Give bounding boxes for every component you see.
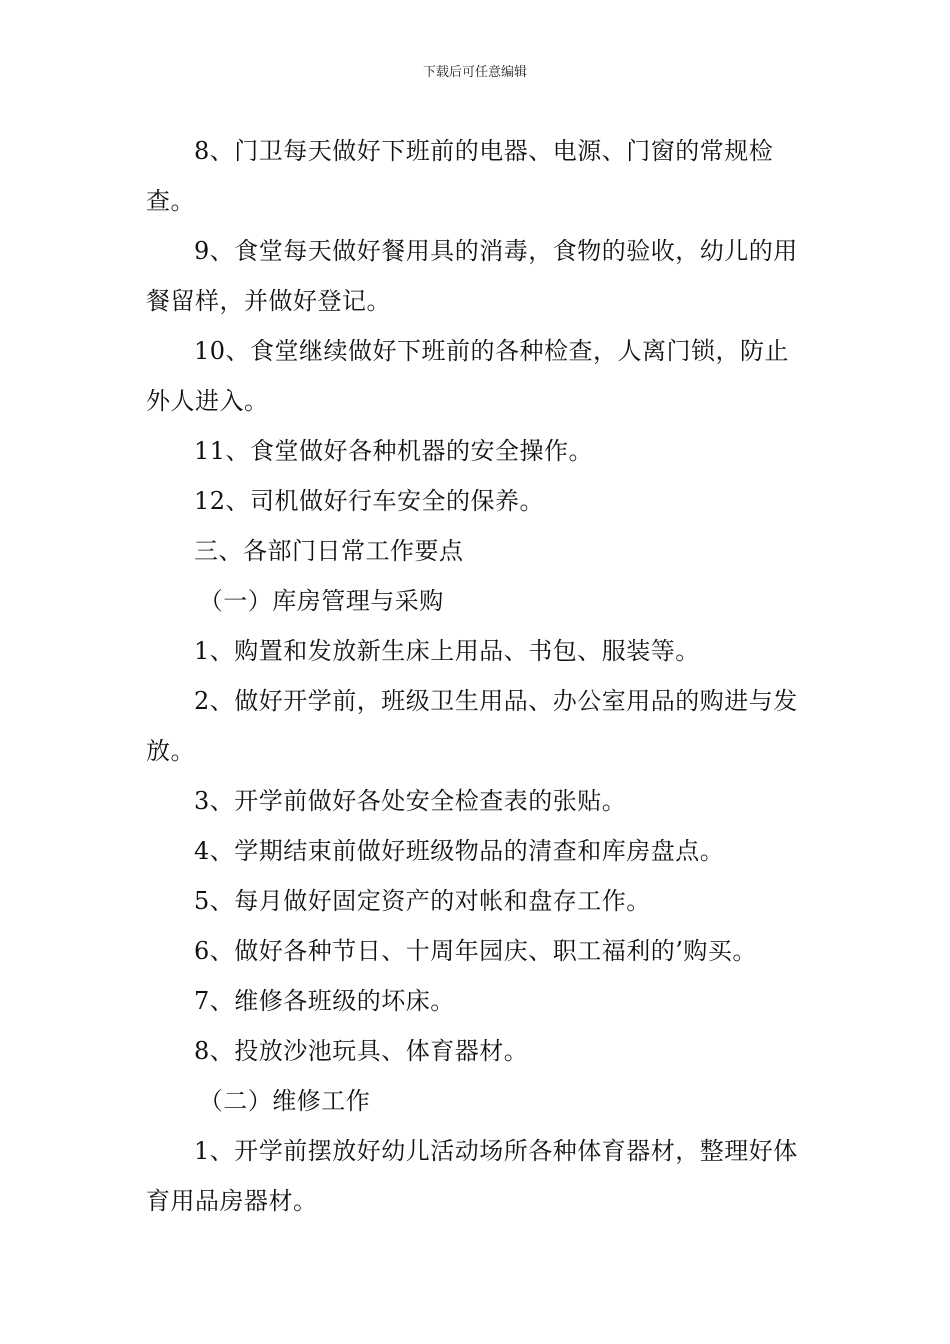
paragraph-12-driver: 12、司机做好行车安全的保养。 (194, 487, 545, 515)
list-item-8: 8、投放沙池玩具、体育器材。 (194, 1037, 529, 1065)
subsection-heading-2: （二）维修工作 (198, 1087, 371, 1115)
maintenance-item-1: 1、开学前摆放好幼儿活动场所各种体育器材，整理好体育用品房器材。 (146, 1137, 798, 1215)
document-body (146, 126, 806, 1226)
list-item-3: 3、开学前做好各处安全检查表的张贴。 (194, 787, 627, 815)
list-item-6: 6、做好各种节日、十周年园庆、职工福利的’购买。 (194, 937, 757, 965)
page-header-note: 下载后可任意编辑 (422, 65, 527, 80)
list-item-4: 4、学期结束前做好班级物品的清查和库房盘点。 (194, 837, 725, 865)
list-item-1: 1、购置和发放新生床上用品、书包、服装等。 (194, 637, 700, 665)
section-heading-3: 三、各部门日常工作要点 (194, 537, 464, 565)
list-item-2: 2、做好开学前，班级卫生用品、办公室用品的购进与发放。 (146, 687, 798, 765)
paragraph-9-canteen-disinfection: 9、食堂每天做好餐用具的消毒，食物的验收，幼儿的用餐留样，并做好登记。 (146, 237, 798, 315)
paragraph-11-canteen-machines: 11、食堂做好各种机器的安全操作。 (194, 437, 594, 465)
list-item-7: 7、维修各班级的坏床。 (194, 987, 455, 1015)
subsection-heading-1: （一）库房管理与采购 (198, 587, 444, 615)
paragraph-10-canteen-checks: 10、食堂继续做好下班前的各种检查，人离门锁，防止外人进入。 (146, 337, 790, 415)
list-item-5: 5、每月做好固定资产的对帐和盘存工作。 (194, 887, 651, 915)
paragraph-8-gatekeeper: 8、门卫每天做好下班前的电器、电源、门窗的常规检查。 (146, 137, 774, 215)
